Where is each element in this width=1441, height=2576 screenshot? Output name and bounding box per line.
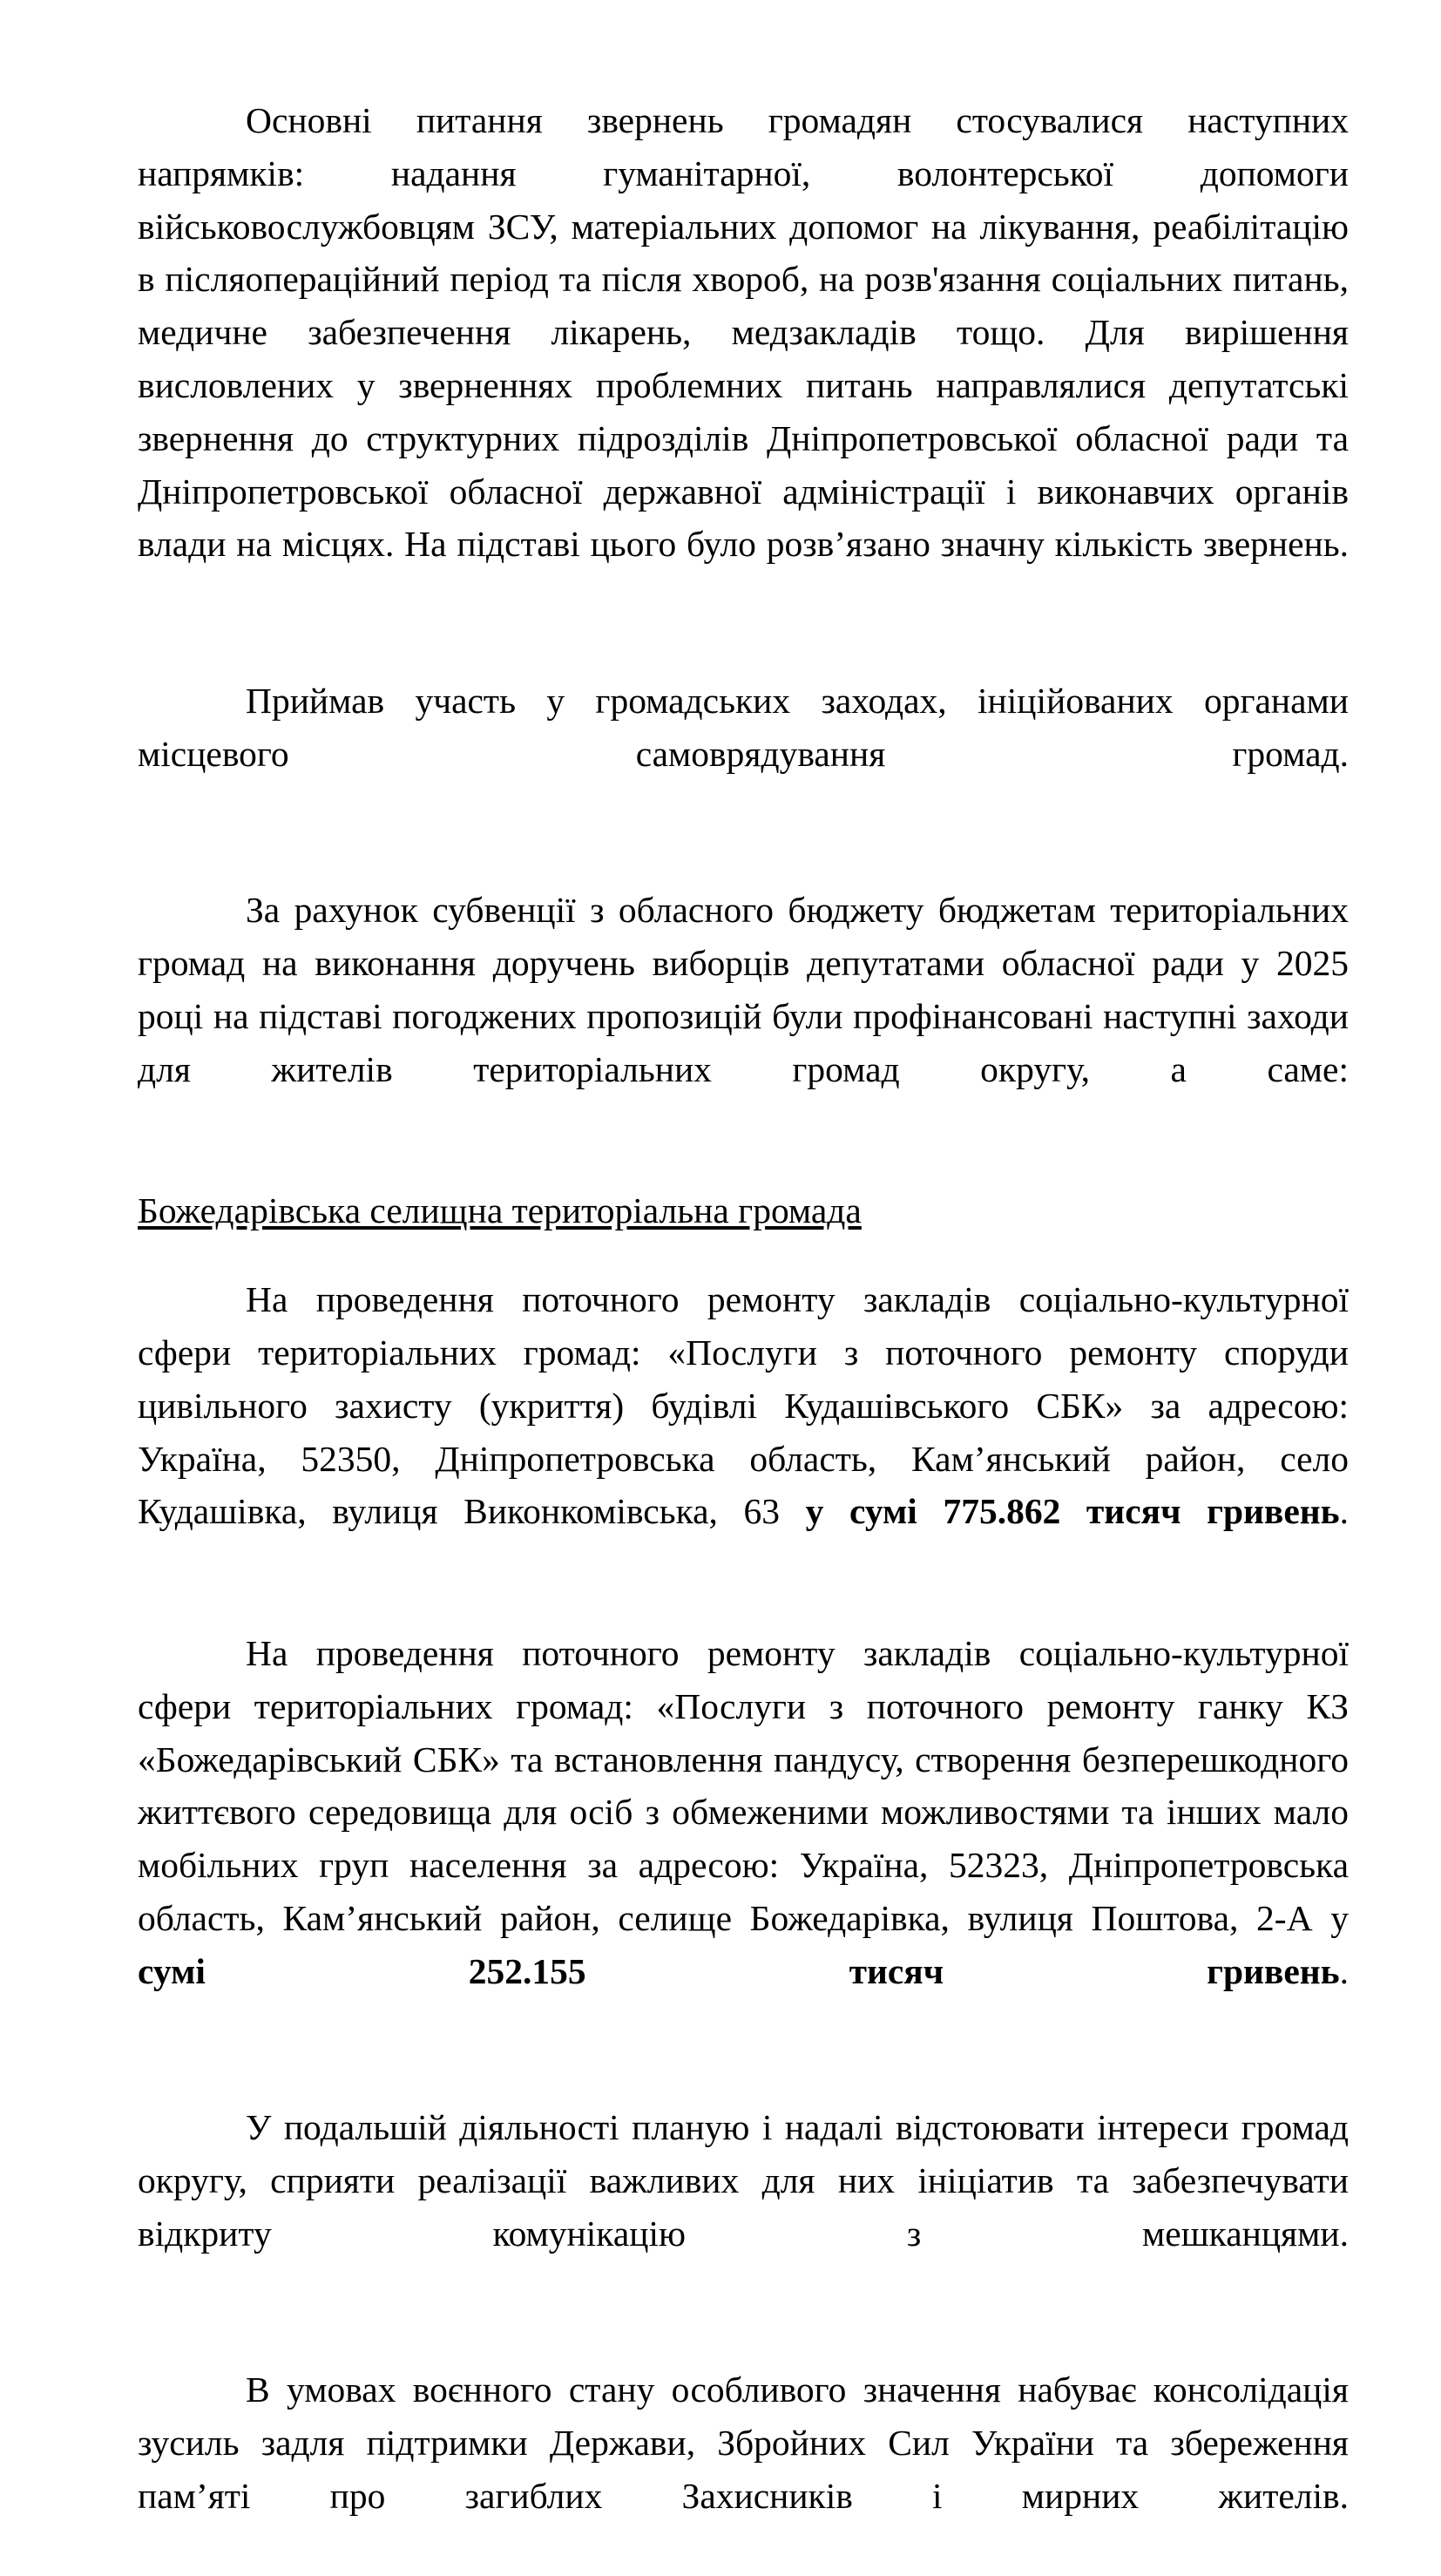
- paragraph-spacer: [138, 833, 1349, 884]
- paragraph-spacer: [138, 1237, 1349, 1273]
- funding-item-bozhedarivka: [138, 1627, 1349, 2051]
- funding-item-amount: сумі 252.155 тисяч гривень: [138, 1950, 1340, 1991]
- paragraph-spacer: [138, 624, 1349, 675]
- paragraph-appeals-topics: Основні питання звернень громадян стосувалися наступних напрямків: надання гуманітарної, волонтерської допомоги військовослужбовцям ЗСУ, матеріальних допомог на лікування, реабілітацію в післяопераційний період та після хвороб, на розв'язання соціальних питань, медичне забезпечення лікарень, медзакладів тощо. Для вирішення висловлених у зверненнях проблемних питань направлялися депутатські звернення до структурних підрозділів Дніпропетровської обласної ради та Дніпропетровської обласної державної адміністрації і виконавчих органів влади на місцях. На підставі цього було розв’язано значну кількість звернень.: [138, 100, 1349, 565]
- funding-item-description: На проведення поточного ремонту закладів соціально-культурної сфери територіальних громад: «Послуги з поточного ремонту споруди цивільного захисту (укриття) будівлі Кудашівського СБК» за адресою: Україна, 52350, Дніпропетровська область, Кам’янський район, село Кудашівка, вулиця Виконкомівська, 63: [138, 1279, 1349, 1532]
- paragraph-spacer: [138, 1149, 1349, 1184]
- document-body: [138, 94, 1349, 2576]
- funding-item-terminator: .: [1339, 1491, 1349, 1532]
- paragraph-spacer: [138, 2313, 1349, 2363]
- paragraph-spacer: [138, 2051, 1349, 2101]
- paragraph-subvention: За рахунок субвенції з обласного бюджету бюджетам територіальних громад на виконання доручень виборців депутатами обласної ради у 2025 році на підставі погоджених пропозицій були профінансовані наступні заходи для жителів територіальних громад округу, а саме:: [138, 890, 1349, 1089]
- funding-item-terminator: .: [1339, 1950, 1349, 1991]
- funding-item-description: На проведення поточного ремонту закладів соціально-культурної сфери територіальних громад: «Послуги з поточного ремонту ганку КЗ «Божедарівський СБК» та встановлення пандусу, створення безперешкодного життєвого середовища для осіб з обмеженими можливостями та інших мало мобільних груп населення за адресою: Україна, 52323, Дніпропетровська область, Кам’янський район, селище Божедарівка, вулиця Поштова, 2-А у: [138, 1632, 1349, 1938]
- paragraph-martial-law: В умовах воєнного стану особливого значення набуває консолідація зусиль задля підтримки Держави, Збройних Сил України та збереження пам’яті про загиблих Захисників і мирних жителів.: [138, 2369, 1349, 2517]
- heading-hromada: Божедарівська селищна територіальна громада: [138, 1190, 862, 1231]
- funding-item-kudashivka: [138, 1273, 1349, 1591]
- paragraph-spacer: [138, 1591, 1349, 1627]
- paragraph-public-events: Приймав участь у громадських заходах, ініційованих органами місцевого самоврядування громад.: [138, 680, 1349, 774]
- funding-item-amount: у сумі 775.862 тисяч гривень: [805, 1491, 1340, 1532]
- paragraph-future-plans: У подальшій діяльності планую і надалі відстоювати інтереси громад округу, сприяти реалізації важливих для них ініціатив та забезпечувати відкриту комунікацію з мешканцями.: [138, 2107, 1349, 2254]
